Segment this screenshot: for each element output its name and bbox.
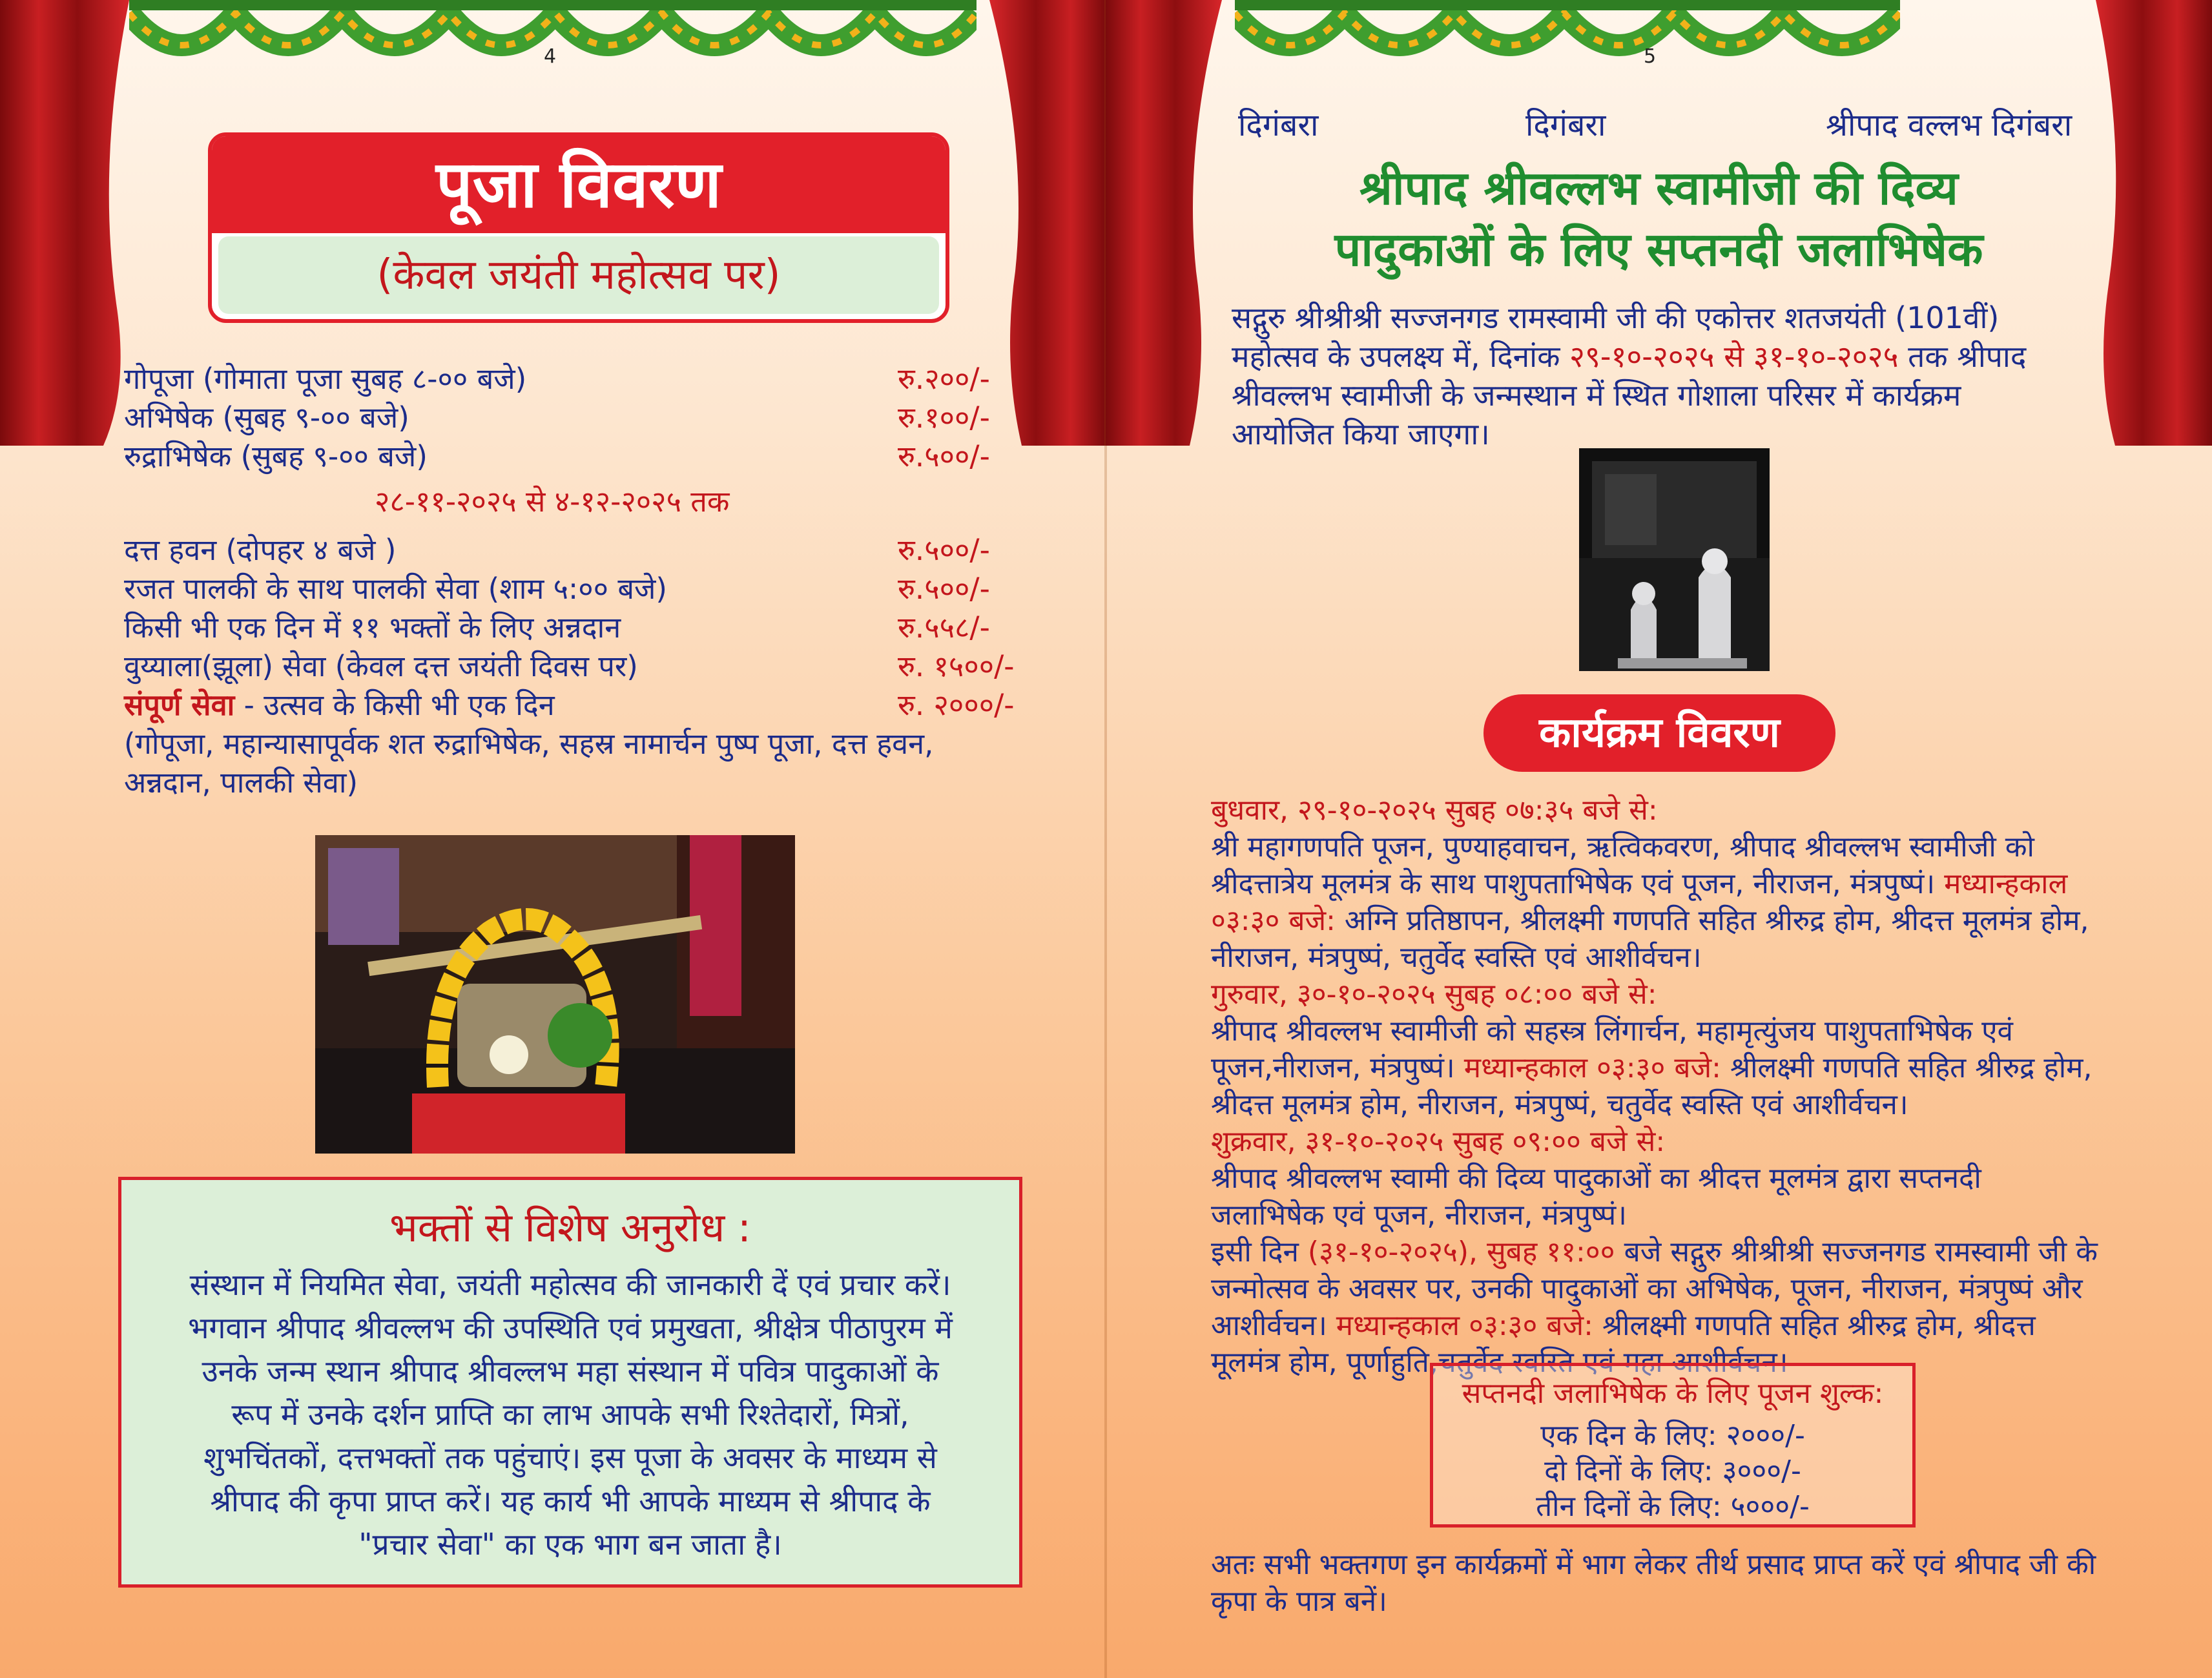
intro-line bbox=[1232, 336, 2026, 376]
program-line bbox=[1211, 1194, 1946, 1233]
program-line bbox=[1211, 1157, 1981, 1196]
complete-seva-item bbox=[124, 685, 555, 724]
seva-item: दत्त हवन (दोपहर ४ बजे ) bbox=[124, 533, 397, 567]
appeal-line: शुभचिंतकों, दत्तभक्तों तक पहुंचाएं। इस पूजा के अवसर के माध्यम से bbox=[203, 1440, 937, 1475]
program-text: जन्मोत्सव के अवसर पर, उनकी पादुकाओं का अभिषेक, पूजन, नीराजन, मंत्रपुष्पं और bbox=[1211, 1272, 2083, 1305]
page-number: 5 bbox=[1644, 45, 1657, 68]
program-text: आशीर्वचन। bbox=[1211, 1309, 1336, 1342]
program-line bbox=[1211, 1305, 2036, 1343]
seva-price: रु.५००/- bbox=[898, 439, 990, 473]
intro-line bbox=[1232, 297, 1999, 337]
flower-garland bbox=[1235, 0, 1900, 97]
closing-line: कृपा के पात्र बनें। bbox=[1211, 1585, 1387, 1618]
program-text: श्रीलक्ष्मी गणपति सहित श्रीरुद्र होम, श्रीदत्त bbox=[1593, 1309, 2036, 1342]
fee-item: तीन दिनों के लिए: ५०००/- bbox=[1536, 1490, 1810, 1523]
seva-item: रजत पालकी के साथ पालकी सेवा (शाम ५:०० बजे) bbox=[124, 572, 667, 606]
digambara-chant: दिगंबरा bbox=[1525, 107, 1606, 143]
appeal-title: भक्तों से विशेष अनुरोध : bbox=[389, 1204, 751, 1251]
closing-line: अतः सभी भक्तगण इन कार्यक्रमों में भाग लेकर तीर्थ प्रसाद प्राप्त करें एवं श्रीपाद जी की bbox=[1211, 1548, 2096, 1581]
complete-seva-desc: - उत्सव के किसी भी एक दिन bbox=[234, 688, 555, 722]
complete-seva-note: (गोपूजा, महान्यासापूर्वक शत रुद्राभिषेक, सहस्र नामार्चन पुष्प पूजा, दत्त हवन, bbox=[124, 727, 934, 761]
program-line bbox=[1211, 1121, 1946, 1159]
palanquin-photo bbox=[315, 835, 795, 1154]
digambara-chant: श्रीपाद वल्लभ दिगंबरा bbox=[1826, 107, 2072, 143]
intro-date: २९-१०-२०२५ से ३१-१०-२०२५ bbox=[1569, 339, 1899, 374]
program-line bbox=[1211, 1084, 1946, 1123]
intro-text: आयोजित किया जाएगा। bbox=[1232, 417, 1490, 451]
fee-title: सप्तनदी जलाभिषेक के लिए पूजन शुल्क: bbox=[1462, 1377, 1884, 1410]
section-title: पादुकाओं के लिए सप्तनदी जलाभिषेक bbox=[1334, 222, 1983, 276]
intro-text: सद्गुरु श्रीश्रीश्री सज्जनगड रामस्वामी जी की एकोत्तर शतजयंती (101वीं) bbox=[1232, 300, 2000, 335]
seva-price: रु.१००/- bbox=[898, 400, 990, 435]
program-details-title: कार्यक्रम विवरण bbox=[1483, 694, 1835, 772]
right-page bbox=[1106, 0, 2212, 1678]
program-day: शुक्रवार, ३१-१०-२०२५ सुबह ०९:०० बजे से: bbox=[1211, 1125, 1666, 1158]
seva-item: रुद्राभिषेक (सुबह ९-०० बजे) bbox=[124, 439, 428, 473]
appeal-line: संस्थान में नियमित सेवा, जयंती महोत्सव की जानकारी दें एवं प्रचार करें। bbox=[189, 1267, 951, 1302]
complete-seva-price: रु. २०००/- bbox=[898, 688, 1015, 722]
seva-item: वुय्याला(झूला) सेवा (केवल दत्त जयंती दिवस पर) bbox=[124, 649, 638, 683]
digambara-chant: दिगंबरा bbox=[1238, 107, 1319, 143]
program-line bbox=[1211, 1231, 2098, 1270]
program-text: श्रीपाद श्रीवल्लभ स्वामीजी को सहस्त्र लिंगार्चन, महामृत्युंजय पाशुपताभिषेक एवं bbox=[1211, 1015, 2013, 1048]
program-text: मूलमंत्र होम, पूर्णाहुति,चतुर्वेद स्वस्ति एवं महा आशीर्वचन। bbox=[1211, 1346, 1788, 1379]
program-line bbox=[1211, 789, 1946, 828]
program-line bbox=[1211, 900, 2089, 938]
page-subtitle: (केवल जयंती महोत्सव पर) bbox=[218, 236, 939, 314]
program-time: ०३:३० बजे: bbox=[1211, 904, 1336, 937]
program-line bbox=[1211, 1010, 2013, 1049]
fee-item: दो दिनों के लिए: ३०००/- bbox=[1544, 1455, 1801, 1487]
program-text: इसी दिन bbox=[1211, 1236, 1308, 1269]
appeal-line: रूप में उनके दर्शन प्राप्ति का लाभ आपके सभी रिश्तेदारों, मित्रों, bbox=[231, 1397, 909, 1432]
seva-item: अभिषेक (सुबह ९-०० बजे) bbox=[124, 400, 409, 435]
program-line bbox=[1211, 937, 1946, 975]
program-time: मध्यान्हकाल ०३:३० बजे: bbox=[1463, 1051, 1721, 1084]
seva-item: किसी भी एक दिन में ११ भक्तों के लिए अन्नदान bbox=[124, 610, 621, 645]
seva-price: रु.५००/- bbox=[898, 572, 990, 606]
center-left-curtain bbox=[977, 0, 1106, 446]
appeal-line: उनके जन्म स्थान श्रीपाद श्रीवल्लभ महा संस्थान में पवित्र पादुकाओं के bbox=[202, 1354, 939, 1389]
fee-box bbox=[1430, 1363, 1916, 1528]
complete-seva-label: संपूर्ण सेवा bbox=[124, 688, 235, 722]
intro-text: महोत्सव के उपलक्ष्य में, दिनांक bbox=[1232, 339, 1570, 374]
program-line bbox=[1211, 1047, 2093, 1086]
program-line bbox=[1211, 973, 1946, 1012]
program-time: मध्यान्हकाल ०३:३० बजे: bbox=[1336, 1309, 1594, 1342]
program-line bbox=[1211, 826, 2034, 865]
program-text: जलाभिषेक एवं पूजन, नीराजन, मंत्रपुष्पं। bbox=[1211, 1199, 1627, 1232]
fee-item: एक दिन के लिए: २०००/- bbox=[1540, 1419, 1805, 1452]
program-line bbox=[1211, 863, 2068, 902]
program-time: मध्यान्हकाल bbox=[1944, 867, 2068, 900]
program-day: गुरुवार, ३०-१०-२०२५ सुबह ०८:०० बजे से: bbox=[1211, 978, 1657, 1011]
intro-line bbox=[1232, 413, 1490, 453]
seva-price: रु.२००/- bbox=[898, 362, 990, 396]
program-text: बजे सद्गुरु श्रीश्रीश्री सज्जनगड रामस्वामी जी के bbox=[1615, 1236, 2098, 1269]
paduka-photo bbox=[1579, 448, 1770, 671]
intro-line bbox=[1232, 375, 1961, 415]
page-title: पूजा विवरण bbox=[212, 136, 946, 233]
program-day: बुधवार, २९-१०-२०२५ सुबह ०७:३५ बजे से: bbox=[1211, 794, 1658, 827]
program-line bbox=[1211, 1268, 2083, 1307]
left-curtain bbox=[0, 0, 142, 446]
program-text: श्रीदत्त मूलमंत्र होम, नीराजन, मंत्रपुष्पं, चतुर्वेद स्वस्ति एवं आशीर्वचन। bbox=[1211, 1088, 1908, 1121]
seva-price: रु.५५८/- bbox=[898, 610, 990, 645]
intro-text: श्रीवल्लभ स्वामीजी के जन्मस्थान में स्थित गोशाला परिसर में कार्यक्रम bbox=[1232, 378, 1961, 413]
page-number: 4 bbox=[544, 45, 557, 68]
appeal-line: श्रीपाद की कृपा प्राप्त करें। यह कार्य भी आपके माध्यम से श्रीपाद के bbox=[210, 1484, 931, 1518]
program-text: श्रीलक्ष्मी गणपति सहित श्रीरुद्र होम, bbox=[1721, 1051, 2093, 1084]
intro-text: तक श्रीपाद bbox=[1898, 339, 2027, 374]
program-text: पूजन,नीराजन, मंत्रपुष्पं। bbox=[1211, 1051, 1464, 1084]
appeal-line: "प्रचार सेवा" का एक भाग बन जाता है। bbox=[358, 1527, 782, 1562]
complete-seva-note: अन्नदान, पालकी सेवा) bbox=[124, 765, 358, 800]
puja-details-title-box bbox=[208, 132, 949, 323]
appeal-line: भगवान श्रीपाद श्रीवल्लभ की उपस्थिति एवं प्रमुखता, श्रीक्षेत्र पीठापुरम में bbox=[188, 1310, 953, 1345]
program-time: (३१-१०-२०२५), सुबह ११:०० bbox=[1307, 1236, 1615, 1269]
seva-price: रु.५००/- bbox=[898, 533, 990, 567]
date-range: २८-११-२०२५ से ४-१२-२०२५ तक bbox=[375, 484, 730, 519]
program-text: श्री महागणपति पूजन, पुण्याहवाचन, ऋत्विकवरण, श्रीपाद श्रीवल्लभ स्वामीजी को bbox=[1211, 831, 2034, 864]
program-text: श्रीपाद श्रीवल्लभ स्वामी की दिव्य पादुकाओं का श्रीदत्त मूलमंत्र द्वारा सप्तनदी bbox=[1211, 1162, 1981, 1195]
section-title: श्रीपाद श्रीवल्लभ स्वामीजी की दिव्य bbox=[1359, 161, 1958, 215]
seva-item: गोपूजा (गोमाता पूजा सुबह ८-०० बजे) bbox=[124, 362, 527, 396]
program-text: नीराजन, मंत्रपुष्पं, चतुर्वेद स्वस्ति एवं आशीर्वचन। bbox=[1211, 941, 1702, 974]
seva-price: रु. १५००/- bbox=[898, 649, 1015, 683]
program-text: अग्नि प्रतिष्ठापन, श्रीलक्ष्मी गणपति सहित श्रीरुद्र होम, श्रीदत्त मूलमंत्र होम, bbox=[1335, 904, 2089, 937]
devotee-appeal-box bbox=[118, 1177, 1022, 1588]
program-text: श्रीदत्तात्रेय मूलमंत्र के साथ पाशुपताभिषेक एवं पूजन, नीराजन, मंत्रपुष्पं। bbox=[1211, 867, 1945, 900]
